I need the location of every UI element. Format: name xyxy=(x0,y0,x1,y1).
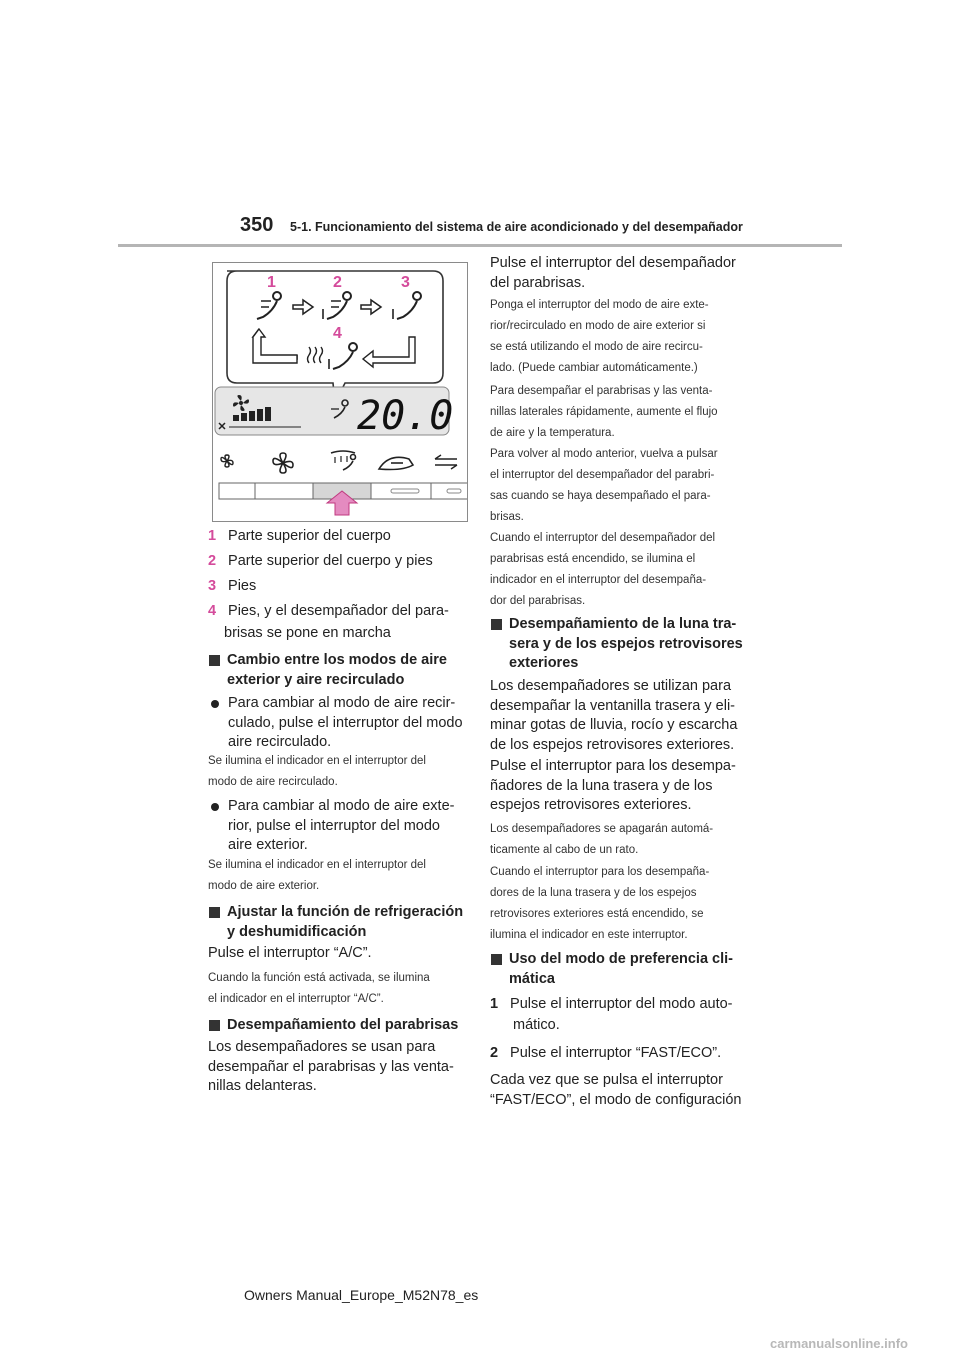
item-text: Pulse el interruptor “FAST/ECO”. xyxy=(510,1045,722,1061)
note-text: Se ilumina el indicador en el interruptor del modo de aire recirculado. xyxy=(208,755,426,788)
header-rule xyxy=(118,244,842,247)
bullet-item: Para cambiar al modo de aire recir- culado, pulse el interruptor del modo aire recirculado. xyxy=(208,694,463,753)
chapter-title: 5-1. Funcionamiento del sistema de aire acondicionado y del desempañador xyxy=(290,220,743,234)
note-text: Cuando la función está activada, se ilumina el indicador en el interruptor “A/C”. xyxy=(208,972,430,1005)
climate-panel-figure xyxy=(212,262,468,522)
body-text: Los desempañadores se utilizan para desempañar la ventanilla trasera y eli- minar gotas de lluvia, rocío y escarcha de los espejos retrovisores exteriores. xyxy=(490,678,738,753)
section-heading: Ajustar la función de refrigeración y deshumidificación xyxy=(208,903,463,942)
footer-text: Owners Manual_Europe_M52N78_es xyxy=(244,1287,479,1303)
callout-2: 2 xyxy=(333,274,342,291)
callout-3: 3 xyxy=(401,274,410,291)
body-text: Pulse el interruptor “A/C”. xyxy=(208,945,372,961)
note-text: Cuando el interruptor del desempañador del parabrisas está encendido, se ilumina el indicador en el interruptor del desempaña- dor del parabrisas. xyxy=(490,532,716,607)
climate-panel-illustration xyxy=(213,263,468,522)
item-number: 4 xyxy=(208,603,217,619)
list-item xyxy=(208,551,433,571)
section-heading: Desempañamiento del parabrisas xyxy=(208,1016,458,1036)
bullet-item: Para cambiar al modo de aire exte- rior, pulse el interruptor del modo aire exterior. xyxy=(208,797,454,856)
item-number: 1 xyxy=(208,528,217,544)
callout-1: 1 xyxy=(267,274,276,291)
note-text: Los desempañadores se apagarán automá- ticamente al cabo de un rato. xyxy=(490,823,714,856)
note-text: Se ilumina el indicador en el interruptor del modo de aire exterior. xyxy=(208,859,426,892)
body-text: Pulse el interruptor para los desempa- ñadores de la luna trasera y de los espejos retrovisores exteriores. xyxy=(490,758,736,813)
note-text: Para volver al modo anterior, vuelva a pulsar el interruptor del desempañador del parabri- sas cuando se haya desempañado el para- brisas. xyxy=(490,448,718,523)
item-number: 1 xyxy=(490,996,499,1012)
windshield-defrost-icon xyxy=(331,451,356,470)
list-item-continued xyxy=(208,623,391,643)
page-number: 350 xyxy=(240,214,274,236)
note-text: Para desempañar el parabrisas y las venta- nillas laterales rápidamente, aumente el flujo de aire y la temperatura. xyxy=(490,385,718,439)
section-heading: Desempañamiento de la luna tra- sera y de los espejos retrovisores exteriores xyxy=(490,615,743,674)
section-heading: Uso del modo de preferencia cli- mática xyxy=(490,950,733,989)
list-item xyxy=(208,526,391,546)
item-number: 3 xyxy=(208,578,217,594)
body-text: Pulse el interruptor del desempañador del parabrisas. xyxy=(490,255,736,291)
item-text: Pies, y el desempañador del para- xyxy=(228,603,449,619)
callout-4: 4 xyxy=(333,325,342,342)
temperature-readout: 20.0 xyxy=(357,393,454,439)
item-text: Pulse el interruptor del modo auto- xyxy=(510,996,733,1012)
recirculated-air-icon xyxy=(435,455,457,469)
list-item xyxy=(490,994,733,1014)
body-text: Cada vez que se pulsa el interruptor “FAST/ECO”, el modo de configuración xyxy=(490,1072,742,1108)
item-text: mático. xyxy=(513,1017,560,1033)
list-item xyxy=(208,576,256,596)
item-number: 2 xyxy=(490,1045,499,1061)
list-item xyxy=(208,601,449,621)
note-text: Ponga el interruptor del modo de aire exte- rior/recirculado en modo de aire exterior si se está utilizando el modo de aire recircu- lado. (Puede cambiar automáticamente.) xyxy=(490,299,709,374)
note-text: Cuando el interruptor para los desempaña- dores de la luna trasera y de los espejos retrovisores exteriores está encendido, se ilumina el indicador en este interruptor. xyxy=(490,866,710,941)
item-text: Parte superior del cuerpo y pies xyxy=(228,553,433,569)
list-item-continued xyxy=(490,1015,560,1035)
body-text: Los desempañadores se usan para desempañar el parabrisas y las venta- nillas delanteras. xyxy=(208,1039,454,1094)
list-item xyxy=(490,1043,721,1063)
section-heading: Cambio entre los modos de aire exterior y aire recirculado xyxy=(208,651,447,690)
fan-icon xyxy=(221,455,233,467)
item-text: Pies xyxy=(228,578,257,594)
item-number: 2 xyxy=(208,553,217,569)
item-text: Parte superior del cuerpo xyxy=(228,528,391,544)
watermark: carmanualsonline.info xyxy=(770,1336,908,1351)
outside-air-icon xyxy=(379,457,413,469)
item-text: brisas se pone en marcha xyxy=(224,625,391,641)
fan-icon xyxy=(273,453,293,473)
